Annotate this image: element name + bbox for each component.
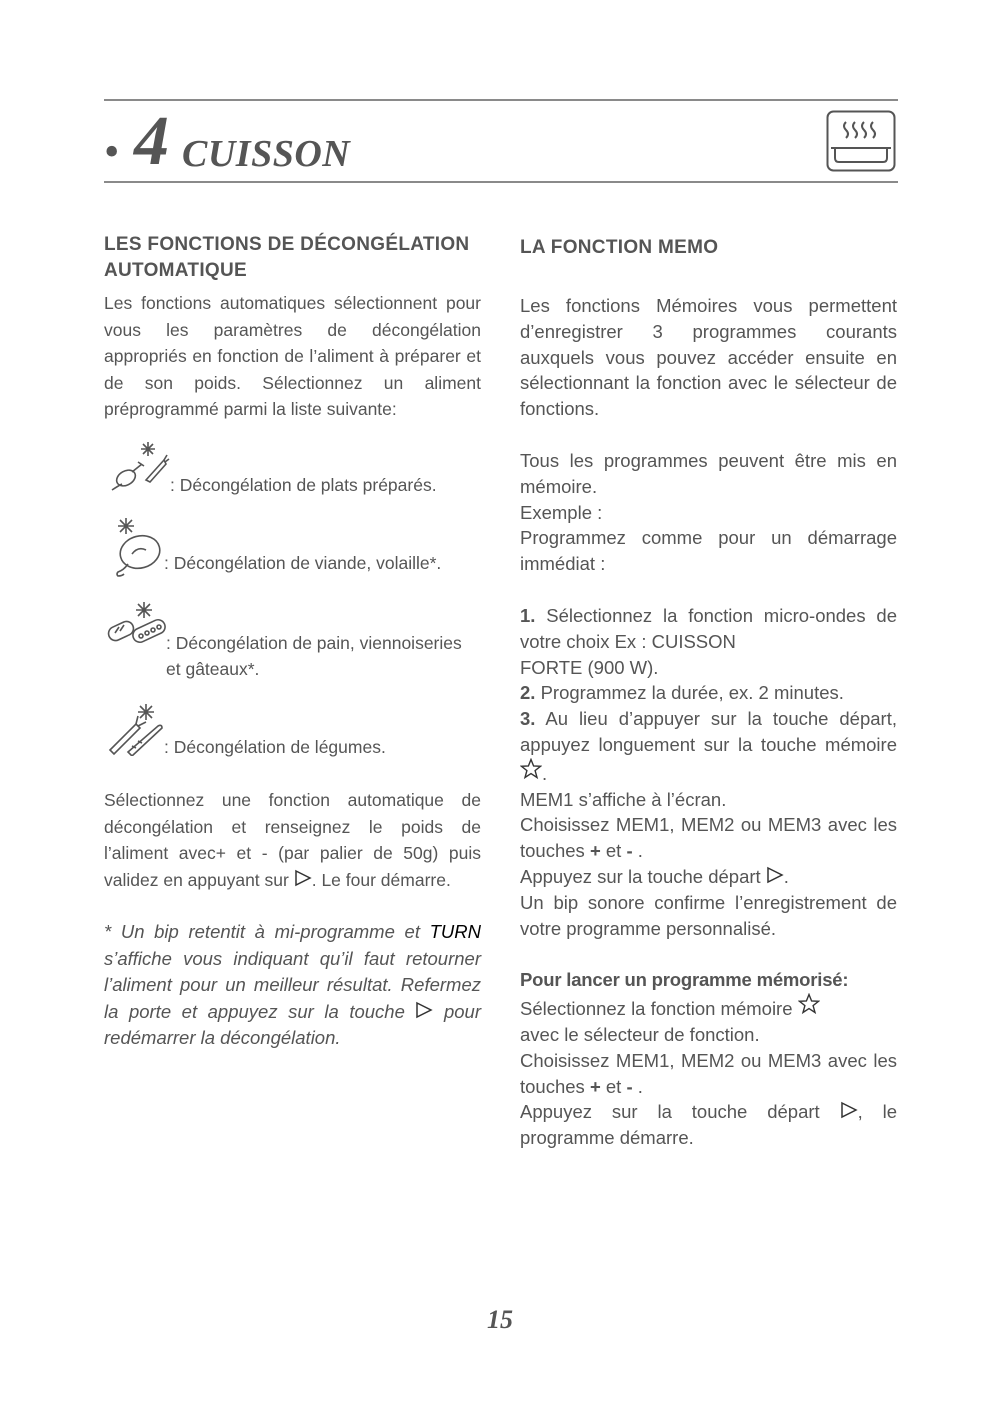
- defrost-item-vegetables-text: : Décongélation de légumes.: [164, 737, 386, 757]
- chapter-title: CUISSON: [182, 133, 351, 175]
- defrost-chicken-carrot-icon: [108, 436, 170, 496]
- step3-end: .: [542, 762, 548, 784]
- turn-label: TURN: [429, 921, 481, 942]
- memo-step1-cont: FORTE (900 W).: [520, 656, 659, 678]
- plus-key-label: +: [589, 840, 601, 862]
- memo-launch-choose: [520, 1048, 897, 1100]
- start-play-icon: [840, 1101, 858, 1119]
- defrost-item-meat-text: : Décongélation de viande, volaille*.: [164, 553, 442, 573]
- memo-launch-heading: Pour lancer un programme mémorisé:: [520, 969, 849, 991]
- defrost-item-bread: [104, 598, 481, 688]
- chapter-number: 4: [134, 103, 169, 180]
- defrost-item-bread-text1: : Décongélation de pain, viennoiseries: [166, 633, 462, 653]
- memory-star-icon: [520, 758, 542, 780]
- defrost-heading: [104, 232, 481, 284]
- launch-minus-key-label: -: [626, 1075, 633, 1097]
- defrost-item-bread-text2: et gâteaux*.: [166, 659, 260, 679]
- memo-step3: [520, 706, 897, 786]
- and-text: et: [600, 840, 627, 862]
- step2-text: Programmez la durée, ex. 2 minutes.: [535, 682, 844, 704]
- launch-choose-end: .: [632, 1075, 643, 1097]
- memo-step2: [520, 680, 897, 706]
- start-play-icon: [766, 866, 784, 884]
- defrost-bread-icon: [106, 600, 168, 652]
- chapter-header: [104, 102, 898, 182]
- left-column: [104, 232, 481, 423]
- memo-program-like: Programmez comme pour un démarrage immédiat :: [520, 527, 897, 575]
- launch-press-end: , le programme démarre.: [520, 1101, 897, 1149]
- memo-intro: Les fonctions Mémoires vous permettent d’enregistrer 3 programmes courants auxquels vous pouvez accéder ensuite en sélectionnant la fonction avec le sélecteur de fonctions.: [520, 295, 897, 420]
- step1-text: Sélectionnez la fonction micro-ondes de votre choix Ex : CUISSON: [520, 604, 897, 652]
- start-play-icon: [294, 869, 312, 887]
- right-column: [520, 232, 897, 1151]
- step3-number: 3.: [520, 708, 536, 730]
- defrost-select-text: Sélectionnez une fonction automatique de décongélation et renseignez le poids de l’aliment avec+ et - (par palier de 50g) puis validez en appuyant sur: [104, 790, 481, 890]
- defrost-note-start: * Un bip retentit à mi-programme et: [104, 921, 430, 942]
- defrost-item-prepared-text: : Décongélation de plats préparés.: [170, 475, 437, 495]
- memo-launch-select: [520, 993, 897, 1022]
- defrost-note-end: pour redémarrer la décongélation.: [104, 1000, 481, 1048]
- memo-launch-press: [520, 1099, 897, 1151]
- step2-number: 2.: [520, 682, 536, 704]
- defrost-instructions: [104, 787, 481, 1052]
- defrost-item-prepared: [104, 432, 481, 502]
- press-start-end: .: [783, 865, 789, 887]
- step1-number: 1.: [520, 604, 536, 626]
- chapter-bullet: •: [104, 127, 120, 176]
- start-play-icon: [415, 1001, 433, 1019]
- defrost-note-middle: s’affiche vous indiquant qu’il faut retourner l’aliment pour un meilleur résultat. Refermez la porte et appuyez sur la touche: [104, 947, 481, 1022]
- launch-select-text: Sélectionnez la fonction mémoire: [520, 998, 798, 1020]
- step3-text: Au lieu d’appuyer sur la touche départ, appuyez longuement sur la touche mémoire: [520, 708, 897, 755]
- launch-choose-text: Choisissez MEM1, MEM2 ou MEM3 avec les touches: [520, 1049, 897, 1097]
- top-rule: [104, 99, 898, 101]
- defrost-intro: Les fonctions automatiques sélectionnent pour vous les paramètres de décongélation appropriés en fonction de l’aliment à préparer et de son poids. Sélectionnez un aliment préprogrammé parmi la liste suivante:: [104, 293, 481, 419]
- defrost-heading-line2: AUTOMATIQUE: [104, 260, 247, 281]
- memo-all-programs: Tous les programmes peuvent être mis en mémoire.: [520, 449, 897, 497]
- memo-press-start: [520, 864, 897, 890]
- defrost-meat-poultry-icon: [112, 514, 168, 580]
- defrost-vegetables-icon: [106, 702, 168, 756]
- choose-text: Choisissez MEM1, MEM2 ou MEM3 avec les touches: [520, 814, 897, 862]
- launch-plus-key-label: +: [589, 1075, 601, 1097]
- memory-star-icon: [798, 993, 820, 1015]
- memo-mem1-display: MEM1 s’affiche à l’écran.: [520, 788, 727, 810]
- launch-and-text: et: [600, 1075, 627, 1097]
- memo-launch-selector: avec le sélecteur de fonction.: [520, 1023, 760, 1045]
- memo-bip-confirm: Un bip sonore confirme l’enregistrement de votre programme personnalisé.: [520, 891, 897, 939]
- launch-press-text: Appuyez sur la touche départ: [520, 1101, 840, 1123]
- memo-example-label: Exemple :: [520, 501, 603, 523]
- defrost-select-paragraph: [104, 787, 481, 893]
- choose-end: .: [632, 840, 643, 862]
- defrost-item-vegetables: [104, 700, 481, 770]
- defrost-select-text-end: . Le four démarre.: [311, 869, 451, 890]
- press-start-text: Appuyez sur la touche départ: [520, 865, 766, 887]
- memo-heading: LA FONCTION MEMO: [520, 237, 719, 258]
- defrost-heading-line1: LES FONCTIONS DE DÉCONGÉLATION: [104, 234, 470, 255]
- memo-step1: [520, 603, 897, 655]
- memo-choose: [520, 812, 897, 864]
- page-number: 15: [487, 1305, 513, 1334]
- steam-dish-icon: [826, 110, 896, 172]
- defrost-note: [104, 919, 481, 1052]
- minus-key-label: -: [626, 840, 633, 862]
- defrost-item-meat: [104, 512, 481, 582]
